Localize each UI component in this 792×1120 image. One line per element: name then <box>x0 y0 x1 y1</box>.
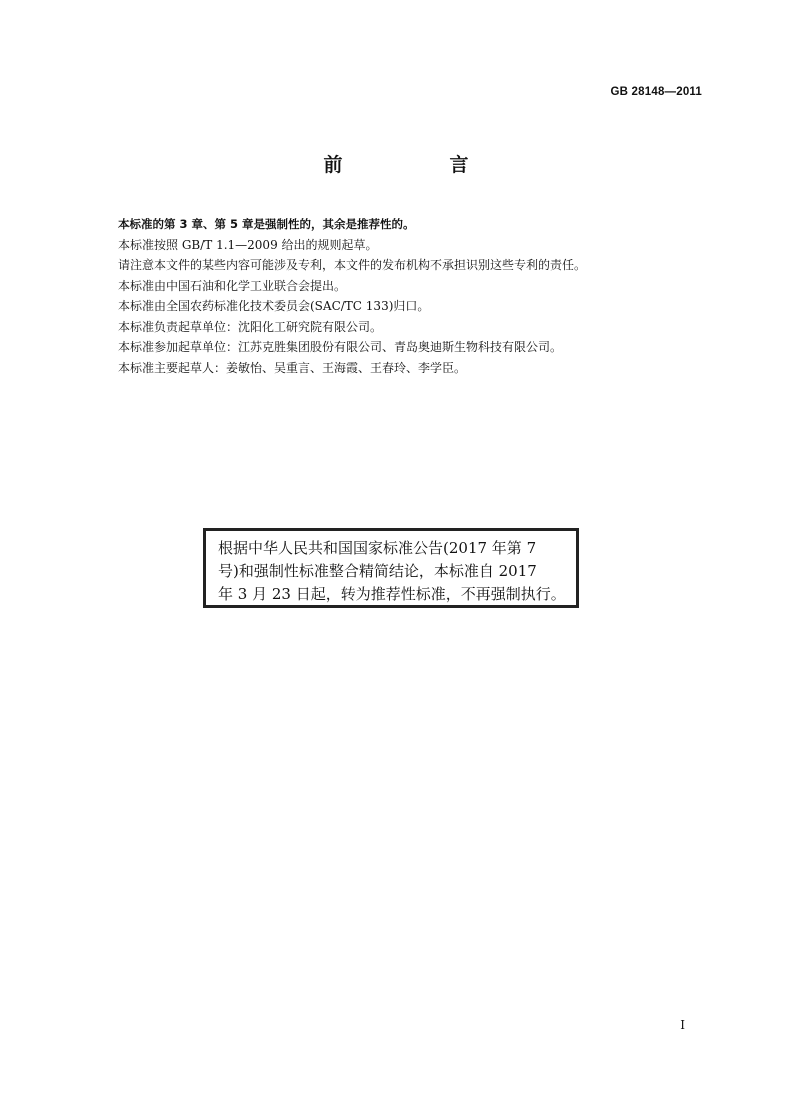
preface-line-main-drafters: 本标准主要起草人：姜敏怡、吴重言、王海霞、王春玲、李学臣。 <box>118 360 467 375</box>
page-title: 前 言 <box>323 154 513 176</box>
notice-line: 根据中华人民共和国国家标准公告(2017 年第 7 <box>218 539 537 557</box>
standard-code: GB 28148—2011 <box>610 86 702 98</box>
conversion-notice-box <box>203 528 579 608</box>
preface-line-committee: 本标准由全国农药标准化技术委员会(SAC/TC 133)归口。 <box>118 299 430 313</box>
preface-line-lead-drafter: 本标准负责起草单位：沈阳化工研究院有限公司。 <box>118 319 383 334</box>
preface-line-participating-drafters: 本标准参加起草单位：江苏克胜集团股份有限公司、青岛奥迪斯生物科技有限公司。 <box>118 340 563 354</box>
preface-line-patent-notice: 请注意本文件的某些内容可能涉及专利，本文件的发布机构不承担识别这些专利的责任。 <box>118 258 587 272</box>
preface-line-proposer: 本标准由中国石油和化学工业联合会提出。 <box>118 278 347 293</box>
page-number: I <box>680 1018 685 1032</box>
notice-line: 号)和强制性标准整合精简结论，本标准自 2017 <box>218 562 537 580</box>
preface-line-mandatory-chapters: 本标准的第 3 章、第 5 章是强制性的，其余是推荐性的。 <box>118 217 415 231</box>
preface-line-drafting-rules: 本标准按照 GB/T 1.1—2009 给出的规则起草。 <box>118 237 378 252</box>
preface-body <box>118 214 718 378</box>
notice-line: 年 3 月 23 日起，转为推荐性标准，不再强制执行。 <box>218 585 566 603</box>
